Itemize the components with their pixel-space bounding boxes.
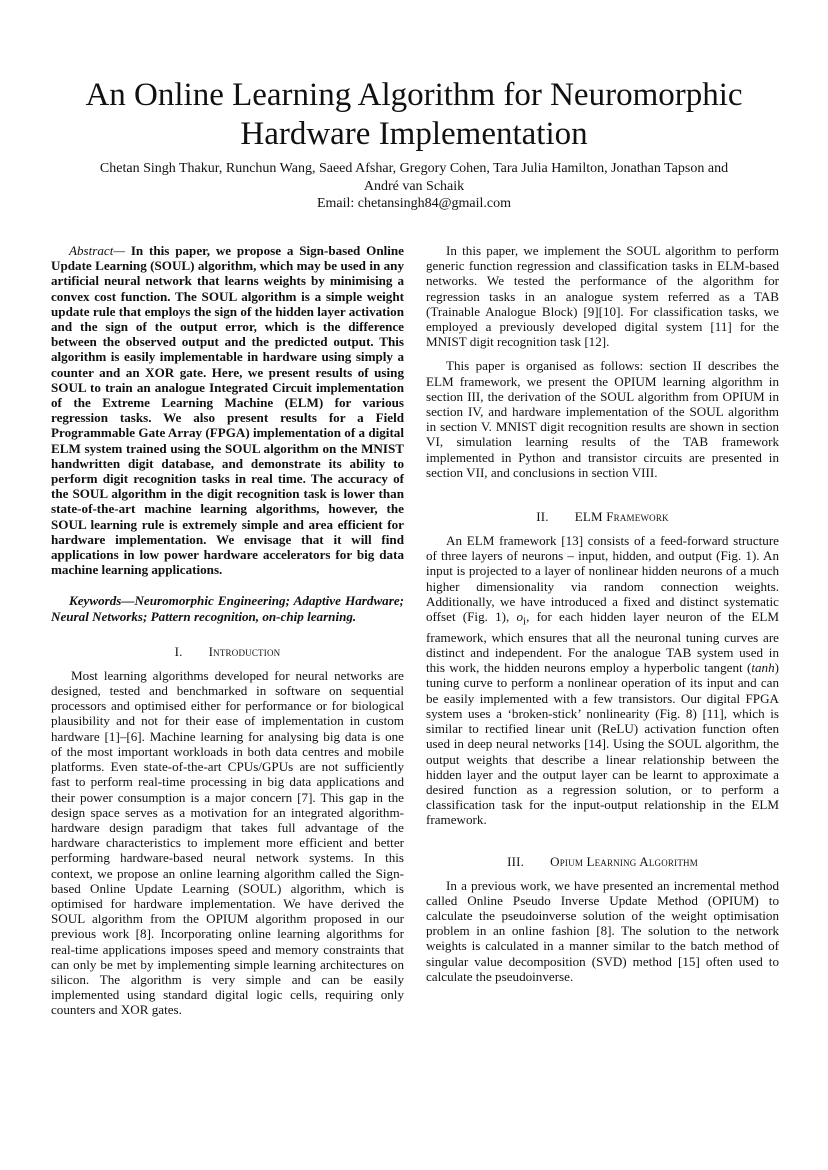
author-list: Chetan Singh Thakur, Runchun Wang, Saeed Afshar, Gregory Cohen, Tara Julia Hamilton, Jonathan Tapson and	[99, 161, 729, 176]
intro-paragraph-2: In this paper, we implement the SOUL algorithm to perform generic function regression and classification tasks in ELM-based networks. We tested the performance of the algorithm for regression tasks in an analogue system referred as a TAB (Trainable Analogue Block) [9][10]. For classification tasks, we employed a previously developed digital system [11] for the MNIST digit recognition task [12].	[426, 243, 779, 350]
abstract	[51, 243, 404, 577]
section-title: ELM Framework	[574, 509, 669, 525]
intro-paragraph-1: Most learning algorithms developed for neural networks are designed, tested and benchmarked in software on sequential processors and optimised either for performance or for biological plausibility and not for their ease of implementation in custom hardware [1]–[6]. Machine learning for analysing big data is one of the most important workloads in both data centres and mobile platforms. Even state-of-the-art CPUs/GPUs are not sufficiently fast to perform real-time processing in big data applications and their power consumption is a major concern [7]. This gap in the design space serves as a motivation for an integrated algorithm-hardware design paradigm that takes full advantage of the hardware characteristics to implement more efficient and better performing hardware-based neural network systems. In this context, we propose an online learning algorithm called the Sign-based Online Update Learning (SOUL) algorithm, which is optimised for hardware implementation. We have derived the SOUL algorithm from the OPIUM algorithm proposed in our previous work [8]. Incorporating online learning algorithms for real-time applications imposes speed and memory constraints that can only be met by implementing simple learning architectures on silicon. The algorithm is very simple and can be easily implemented using standard digital logic cells, requiring only counters and XOR gates.	[51, 667, 404, 1018]
section-title: Introduction	[208, 643, 281, 659]
abstract-text: In this paper, we propose a Sign-based Online Update Learning (SOUL) algorithm, which may be used in any artificial neural network that learns weights by minimising a convex cost function. The SOUL algorithm is a simple weight update rule that employs the sign of the hidden layer activation and the sign of the output error, which is the difference between the observed output and the predicted output. This algorithm is easily implementable in hardware using simply a counter and an XOR gate. Here, we present results of using SOUL to train an analogue Integrated Circuit implementation of the Extreme Learning Machine (ELM) for various regression tasks. We also present results for a Field Programmable Gate Array (FPGA) implementation of a digital ELM system trained using the SOUL algorithm on the MNIST handwritten digit database, and demonstrate its ability to perform digit recognition tasks in real time. The accuracy of the SOUL algorithm in the digit recognition task is lower than state-of-the-art machine learning algorithms, however, the SOUL learning rule is extremely simple and area efficient for hardware implementation. We envisage that it will find applications in low power hardware accelerators for big data machine learning applications.	[51, 243, 404, 578]
abstract-lead: Abstract—	[69, 243, 126, 258]
elm-text-part: , for each hidden layer neuron of the ELM framework, which ensures that all the neuronal tuning curves are distinct and independent. For the analogue TAB system used in this work, the hidden neurons employ a hyperbolic tangent (	[426, 609, 779, 676]
title-line-2: Hardware Implementation	[240, 116, 588, 152]
keywords: Keywords—Neuromorphic Engineering; Adaptive Hardware; Neural Networks; Pattern recognition, on-chip learning.	[51, 593, 404, 624]
elm-text-part: An ELM framework [13] consists of a feed-forward structure of three layers of neurons – input, hidden, and output (Fig. 1). An input is projected to a layer of nonlinear hidden neurons of a much higher dimensionality via random connection weights. Additionally, we have introduced a fixed and distinct systematic offset (Fig. 1),	[426, 533, 779, 625]
right-column	[426, 243, 779, 984]
intro-paragraph-3: This paper is organised as follows: section II describes the ELM framework, we present the OPIUM learning algorithm in section III, the derivation of the SOUL algorithm from OPIUM in section IV, and hardware implementation of the SOUL algorithm in section V. MNIST digit recognition results are shown in section VI, simulation learning results of the TAB framework implemented in Python and transistor circuits are presented in section VII, and conclusions in section VIII.	[426, 358, 779, 480]
left-column	[51, 243, 404, 1018]
offset-symbol: o	[516, 609, 524, 625]
offset-subscript: i	[523, 615, 527, 628]
paper-title	[40, 76, 788, 154]
title-line-1: An Online Learning Algorithm for Neuromorphic	[85, 77, 743, 113]
opium-paragraph-1: In a previous work, we have presented an incremental method called Online Pseudo Inverse Update Method (OPIUM) to calculate the pseudoinverse solution of the weight optimisation problem in an online fashion [8]. The solution to the network weights is calculated in a manner similar to the batch method of singular value decomposition (SVD) method [15] often used to calculate the pseudoinverse.	[426, 877, 779, 984]
author-list-continued: André van Schaik	[363, 178, 465, 194]
author-block	[40, 160, 788, 213]
section-heading-introduction	[51, 644, 404, 660]
elm-text-part: ) tuning curve to perform a nonlinear operation of its input and can be easily implemented with a few transistors. Our digital FPGA system uses a ‘broken-stick’ nonlinearity (Fig. 8) [11], which is similar to rectified linear unit (ReLU) activation function often used in deep neural networks [14]. Using the SOUL algorithm, the output weights that describe a linear relationship between the hidden layer and the output layer can be learnt to approximate a desired function as a regression solution, or to perform a classification task for the input-output relationship in the ELM framework.	[426, 660, 779, 828]
section-number: I.	[174, 643, 183, 659]
section-number: III.	[507, 853, 525, 869]
section-heading-elm-framework	[426, 509, 779, 525]
section-heading-opium	[426, 854, 779, 870]
section-title: Opium Learning Algorithm	[550, 853, 698, 869]
author-email: Email: chetansingh84@gmail.com	[316, 196, 512, 211]
elm-paragraph-1	[426, 533, 779, 827]
tanh-term: tanh	[751, 660, 775, 676]
section-number: II.	[536, 509, 549, 525]
